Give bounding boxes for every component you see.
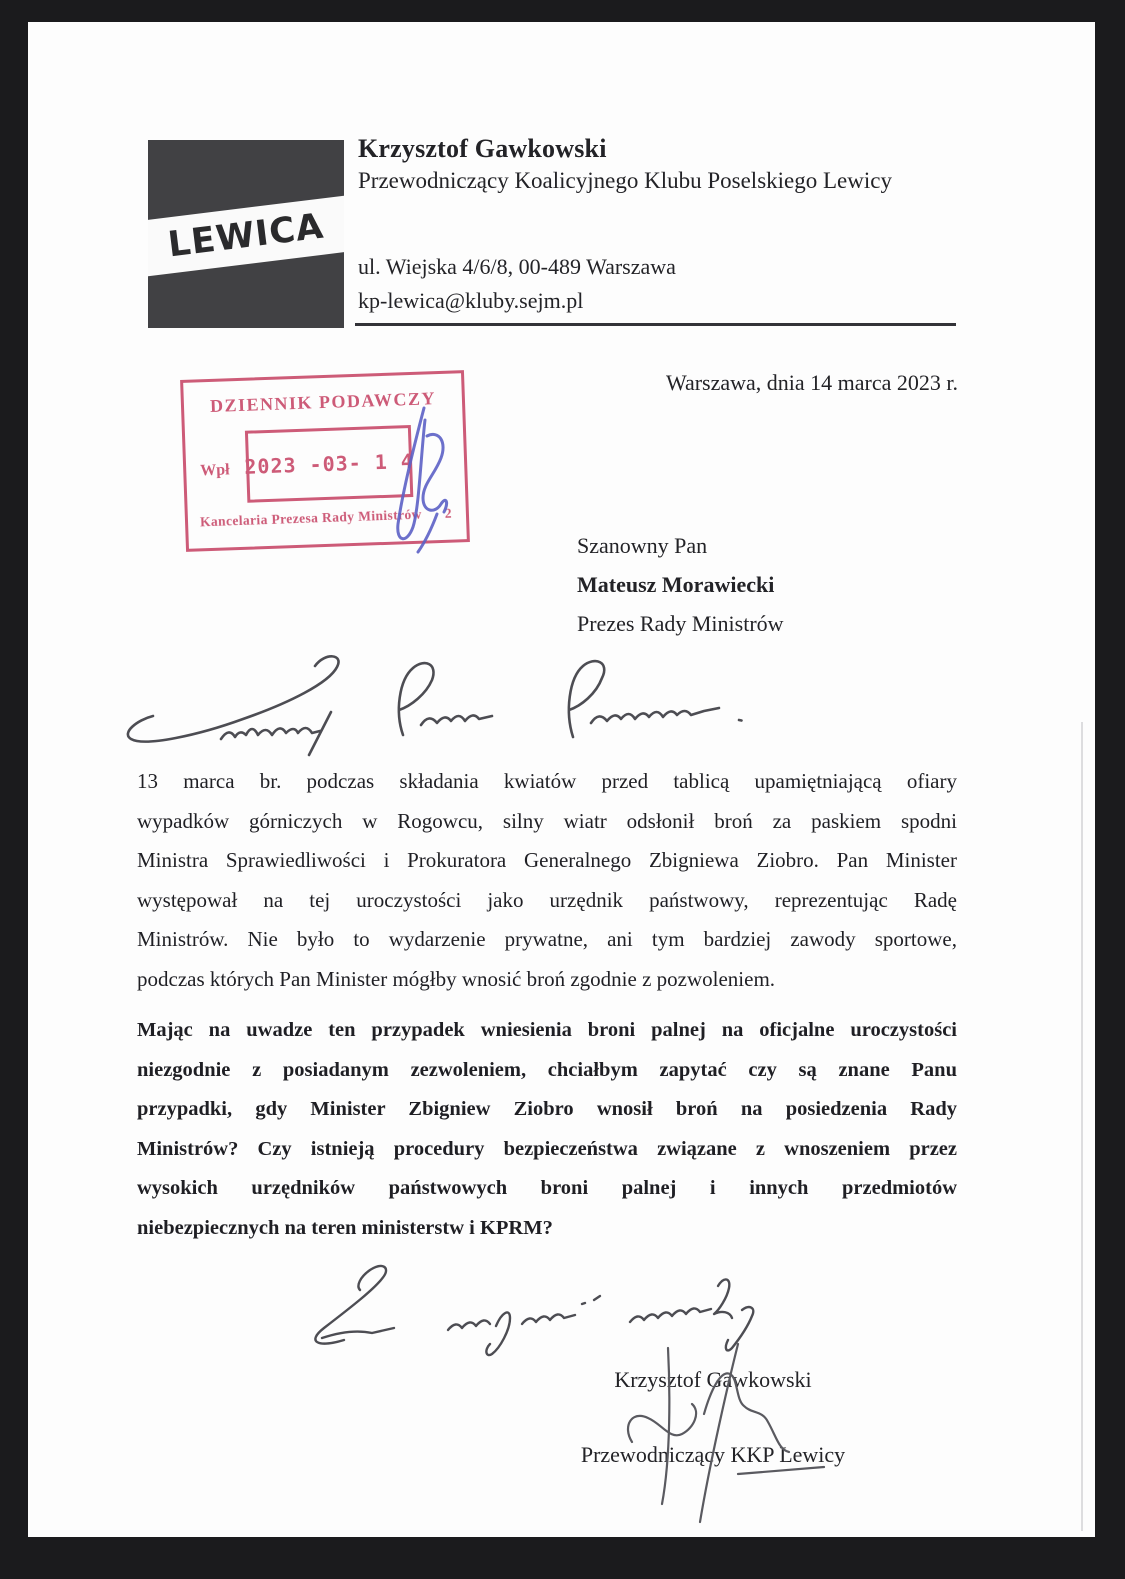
stamp-pen-mark-icon xyxy=(366,404,462,556)
sender-email: kp-lewica@kluby.sejm.pl xyxy=(358,288,584,313)
stamp-title: DZIENNIK PODAWCZY xyxy=(209,388,437,416)
body-line: niebezpiecznych na teren ministerstw i KPRM? xyxy=(137,1216,553,1239)
stamp-date: 2023 -03- 1 4 xyxy=(243,448,415,479)
body-paragraph-2 xyxy=(137,1011,957,1248)
body-line: niezgodnie z posiadanym zezwoleniem, chciałbym zapytać czy są znane Panu xyxy=(137,1058,957,1081)
header-rule xyxy=(355,323,956,326)
recipient-block xyxy=(577,526,784,643)
stamp-number: 2 xyxy=(444,505,453,521)
recipient-title: Prezes Rady Ministrów xyxy=(577,611,784,636)
sender-title: Przewodniczący Koalicyjnego Klubu Poselskiego Lewicy xyxy=(358,168,892,193)
sender-address: ul. Wiejska 4/6/8, 00-489 Warszawa xyxy=(358,254,676,279)
body-line: Ministrów? Czy istnieją procedury bezpieczeństwa związane z wnoszeniem przez xyxy=(137,1137,957,1160)
lewica-logo-band xyxy=(148,195,344,276)
body-line: podczas których Pan Minister mógłby wnosić broń zgodnie z pozwoleniem. xyxy=(137,966,776,991)
handwritten-signature xyxy=(588,1340,832,1532)
date-line: Warszawa, dnia 14 marca 2023 r. xyxy=(665,370,958,395)
signature-title: Przewodniczący KKP Lewicy xyxy=(580,1442,846,1467)
recipient-name: Mateusz Morawiecki xyxy=(577,572,775,597)
body-paragraph-1 xyxy=(137,762,957,999)
stamp-office: Kancelaria Prezesa Rady Ministrów xyxy=(199,506,422,530)
handwritten-greeting xyxy=(103,650,823,762)
lewica-logo xyxy=(148,140,344,328)
body-line: 13 marca br. podczas składania kwiatów przed tablicą upamiętniającą ofiary xyxy=(137,769,957,793)
signature-name: Krzysztof Gawkowski xyxy=(614,1367,812,1392)
letter-page xyxy=(28,22,1095,1537)
body-line: Ministra Sprawiedliwości i Prokuratora Generalnego Zbigniewa Ziobro. Pan Minister xyxy=(137,848,957,872)
body-line: Mając na uwadze ten przypadek wniesienia broni palnej na oficjalne uroczystości xyxy=(137,1019,957,1041)
scan-artifact-line xyxy=(1081,722,1083,1531)
body-line: Ministrów. Nie było to wydarzenie prywatne, ani tym bardziej zawody sportowe, xyxy=(137,927,957,951)
body-line: występował na tej uroczystości jako urzędnik państwowy, reprezentując Radę xyxy=(137,887,957,912)
lewica-logo-text: LEWICA xyxy=(165,206,327,266)
body-line: wypadków górniczych w Rogowcu, silny wiatr odsłonił broń za paskiem spodni xyxy=(137,808,957,833)
body-line: przypadki, gdy Minister Zbigniew Ziobro wnosił broń na posiedzenia Rady xyxy=(137,1098,957,1120)
body-line: wysokich urzędników państwowych broni palnej i innych przedmiotów xyxy=(137,1177,957,1199)
recipient-salutation: Szanowny Pan xyxy=(577,533,708,558)
sender-name: Krzysztof Gawkowski xyxy=(358,134,607,163)
stamp-received-label: Wpł xyxy=(199,461,230,480)
